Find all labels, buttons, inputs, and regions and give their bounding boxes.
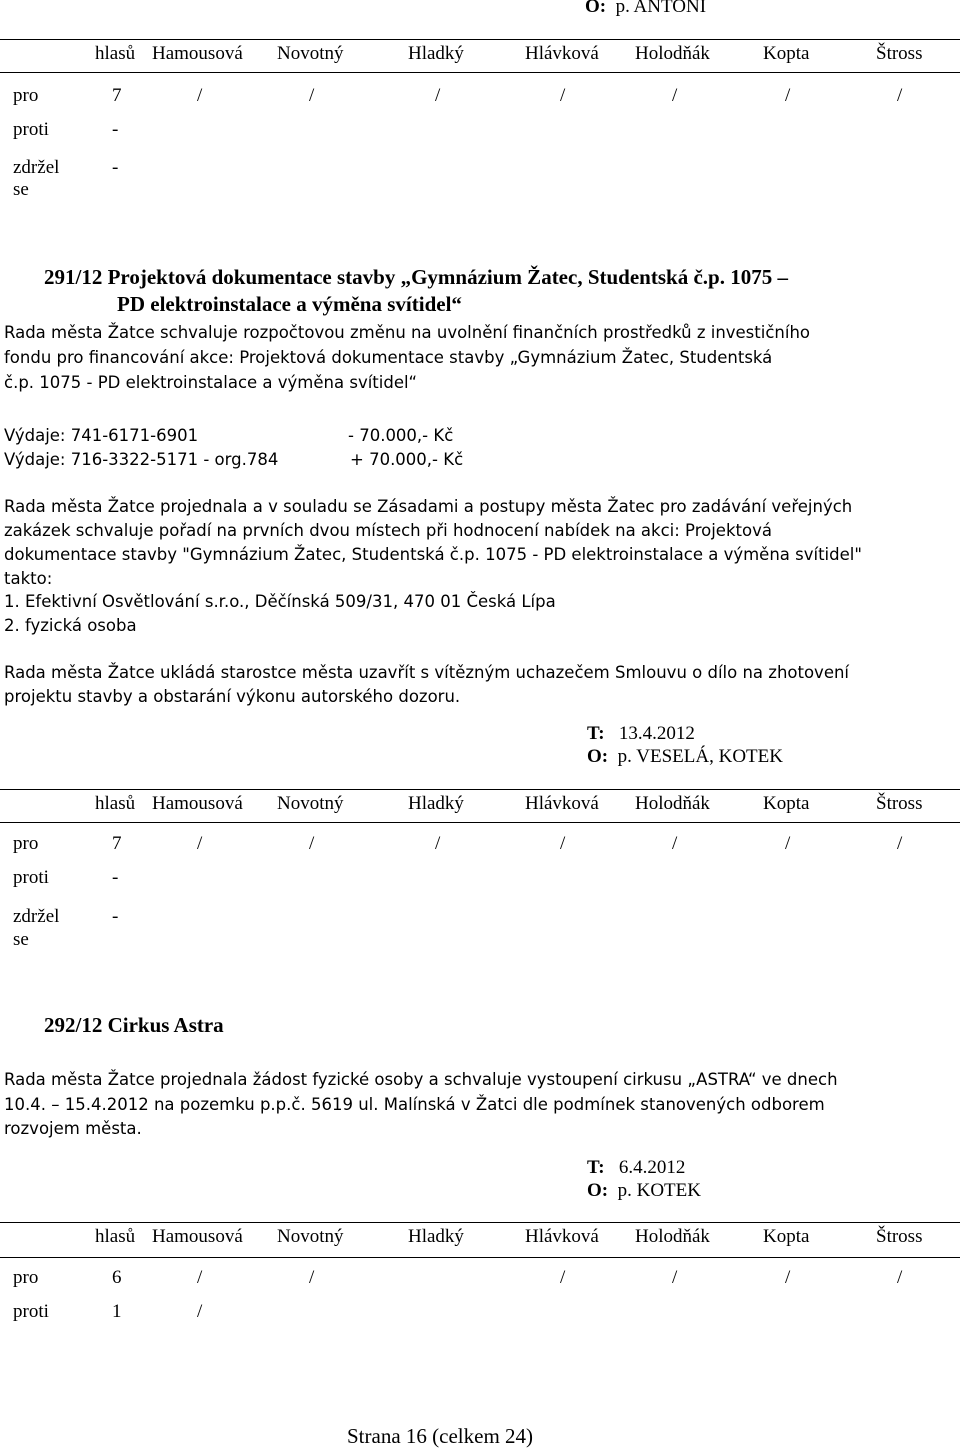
header-hamousova: Hamousová [152,793,243,814]
header-hlavkova: Hlávková [525,43,599,64]
paragraph-line: dokumentace stavby "Gymnázium Žatec, Studentská č.p. 1075 - PD elektroinstalace a výměna svítidel" [4,545,862,564]
vote-cell: - [112,157,119,178]
responsible: O: p. KOTEK [587,1180,701,1201]
vote-cell: / [897,85,903,106]
row-zdrzel-label-se: se [13,179,29,200]
header-novotny: Novotný [277,43,344,64]
paragraph-line: 1. Efektivní Osvětlování s.r.o., Děčínská 509/31, 470 01 Česká Lípa [4,592,556,611]
paragraph-line: 2. fyzická osoba [4,616,137,635]
row-zdrzel-label: zdržel [13,906,60,927]
row-pro-label: pro [13,85,39,106]
header-hlasu: hlasů [95,1226,136,1247]
paragraph-line: 10.4. – 15.4.2012 na pozemku p.p.č. 5619 ul. Malínská v Žatci dle podmínek stanovených odborem [4,1095,825,1114]
expense-label: Výdaje: 741-6171-6901 [4,426,199,445]
table-divider [0,822,960,823]
table-divider [0,789,960,790]
vote-cell: - [112,906,119,927]
row-pro-label: pro [13,833,39,854]
header-kopta: Kopta [763,43,810,64]
header-hlasu: hlasů [95,793,136,814]
header-holodnak: Holodňák [635,1226,710,1247]
vote-cell: / [560,1267,566,1288]
vote-cell: 6 [112,1267,122,1288]
vote-cell: / [785,85,791,106]
vote-cell: / [785,1267,791,1288]
vote-cell: / [560,85,566,106]
table-divider [0,1222,960,1223]
table-divider [0,72,960,73]
table-divider [0,1257,960,1258]
row-proti-label: proti [13,119,49,140]
deadline: T: 13.4.2012 [587,723,695,744]
vote-cell: / [197,1301,203,1322]
vote-cell: / [197,1267,203,1288]
header-hlavkova: Hlávková [525,793,599,814]
paragraph-line: č.p. 1075 - PD elektroinstalace a výměna svítidel“ [4,373,418,392]
paragraph-line: takto: [4,569,53,588]
header-hladky: Hladký [408,793,464,814]
paragraph-line: projektu stavby a obstarání výkonu autorského dozoru. [4,687,461,706]
vote-cell: / [897,833,903,854]
paragraph-line: Rada města Žatce ukládá starostce města uzavřít s vítězným uchazečem Smlouvu o dílo na zhotovení [4,663,850,682]
vote-cell: / [309,85,315,106]
header-kopta: Kopta [763,1226,810,1247]
item-291-title: 291/12 Projektová dokumentace stavby „Gymnázium Žatec, Studentská č.p. 1075 – [44,265,788,289]
vote-cell: - [112,867,119,888]
header-hamousova: Hamousová [152,1226,243,1247]
vote-cell: / [309,833,315,854]
vote-cell: / [560,833,566,854]
header-novotny: Novotný [277,1226,344,1247]
responsible: O: p. VESELÁ, KOTEK [587,746,783,767]
vote-cell: / [197,85,203,106]
row-zdrzel-label: zdržel [13,157,60,178]
header-hlavkova: Hlávková [525,1226,599,1247]
header-kopta: Kopta [763,793,810,814]
header-stross: Štross [876,1226,923,1247]
paragraph-line: zakázek schvaluje pořadí na prvních dvou místech při hodnocení nabídek na akci: Projektová [4,521,772,540]
paragraph-line: Rada města Žatce projednala žádost fyzické osoby a schvaluje vystoupení cirkusu „ASTRA“ ve dnech [4,1070,838,1089]
table-divider [0,39,960,40]
vote-cell: / [672,833,678,854]
vote-cell: / [197,833,203,854]
item-292-title: 292/12 Cirkus Astra [44,1013,224,1037]
header-hladky: Hladký [408,1226,464,1247]
vote-cell: 7 [112,833,122,854]
item-291-title-line2: PD elektroinstalace a výměna svítidel“ [117,292,462,316]
row-proti-label: proti [13,1301,49,1322]
vote-cell: / [785,833,791,854]
row-zdrzel-label-se: se [13,929,29,950]
row-proti-label: proti [13,867,49,888]
vote-cell: / [435,833,441,854]
header-stross: Štross [876,793,923,814]
header-hamousova: Hamousová [152,43,243,64]
vote-cell: / [435,85,441,106]
paragraph-line: fondu pro financování akce: Projektová dokumentace stavby „Gymnázium Žatec, Studentská [4,348,773,367]
top-responsible: O: p. ANTONI [585,0,707,17]
expense-value: + 70.000,- Kč [350,450,464,469]
vote-cell: 1 [112,1301,122,1322]
header-hladky: Hladký [408,43,464,64]
row-pro-label: pro [13,1267,39,1288]
vote-cell: - [112,119,119,140]
paragraph-line: Rada města Žatce schvaluje rozpočtovou změnu na uvolnění finančních prostředků z investičního [4,323,811,342]
paragraph-line: rozvojem města. [4,1119,142,1138]
header-hlasu: hlasů [95,43,136,64]
paragraph-line: Rada města Žatce projednala a v souladu se Zásadami a postupy města Žatec pro zadávání veřejných [4,497,853,516]
header-novotny: Novotný [277,793,344,814]
vote-cell: / [672,1267,678,1288]
expense-label: Výdaje: 716-3322-5171 - org.784 [4,450,279,469]
vote-cell: 7 [112,85,122,106]
header-holodnak: Holodňák [635,793,710,814]
header-holodnak: Holodňák [635,43,710,64]
deadline: T: 6.4.2012 [587,1157,686,1178]
vote-cell: / [897,1267,903,1288]
vote-cell: / [309,1267,315,1288]
page-footer: Strana 16 (celkem 24) [347,1424,534,1448]
expense-value: - 70.000,- Kč [348,426,454,445]
vote-cell: / [672,85,678,106]
header-stross: Štross [876,43,923,64]
